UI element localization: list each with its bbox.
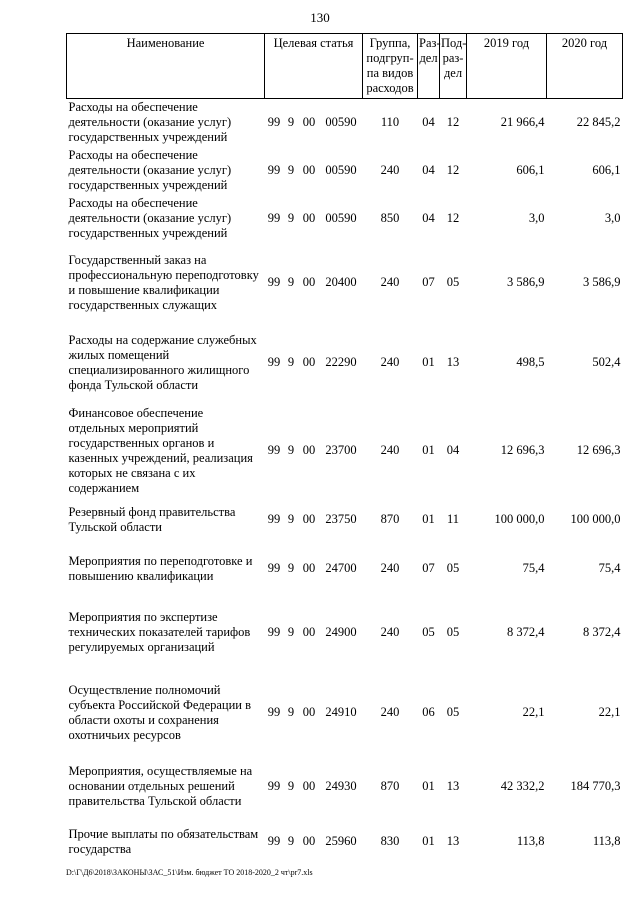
row-group: 240 (380, 163, 400, 177)
target-part-1: 99 (267, 834, 281, 848)
target-part-1: 99 (267, 355, 281, 369)
table-row (67, 323, 623, 403)
table-header-row (67, 34, 623, 99)
target-part-1: 99 (267, 275, 281, 289)
row-section: 01 (422, 512, 435, 526)
target-part-4: 20400 (325, 275, 357, 289)
header-section: Раз-дел (418, 34, 440, 99)
target-part-2: 9 (287, 355, 295, 369)
row-2020-value: 606,1 (592, 163, 621, 177)
target-part-2: 9 (287, 834, 295, 848)
row-name: Расходы на обеспечение деятельности (оказание услуг) государственных учреждений (68, 148, 232, 192)
file-path-footer: D:\Г\Д6\2018\ЗАКОНЫ\ЗАС_51\Изм. бюджет ТО 2018-2020_2 чт\pr7.xls (66, 868, 313, 877)
table-row (67, 147, 623, 195)
target-part-1: 99 (267, 779, 281, 793)
target-part-3: 00 (302, 275, 316, 289)
row-group: 870 (380, 512, 400, 526)
row-name: Мероприятия, осуществляемые на основании отдельных решений правительства Тульской области (68, 764, 253, 808)
row-name: Расходы на содержание служебных жилых помещений специализированного жилищного фонда Тульской области (68, 332, 257, 392)
row-name: Государственный заказ на профессиональную переподготовку и повышение квалификации государственных служащих (68, 252, 259, 312)
page-number: 130 (310, 10, 330, 25)
row-2019-value: 113,8 (516, 834, 545, 848)
header-2020: 2020 год (547, 34, 623, 99)
row-2020-value: 3,0 (604, 211, 621, 225)
target-part-2: 9 (287, 705, 295, 719)
row-2020-value: 184 770,3 (570, 779, 621, 793)
row-section: 04 (422, 115, 435, 130)
row-group: 240 (380, 443, 400, 457)
row-section: 07 (422, 275, 435, 289)
row-name: Мероприятия по экспертизе технических показателей тарифов регулируемых организаций (68, 610, 251, 654)
target-part-3: 00 (302, 355, 316, 369)
row-2020-value: 22 845,2 (576, 115, 621, 130)
row-subsection: 05 (446, 275, 460, 289)
row-2019-value: 21 966,4 (500, 115, 545, 130)
row-section: 07 (422, 561, 435, 575)
row-group: 240 (380, 275, 400, 289)
row-2019-value: 3,0 (528, 211, 545, 225)
target-part-3: 00 (302, 512, 316, 526)
row-group: 240 (380, 625, 400, 639)
header-name: Наименование (67, 34, 265, 99)
table-row (67, 99, 623, 147)
header-subsection: Под-раз-дел (440, 34, 467, 99)
row-2019-value: 498,5 (516, 355, 545, 369)
table-row (67, 499, 623, 541)
row-section: 01 (422, 779, 435, 793)
row-name: Резервный фонд правительства Тульской области (68, 504, 236, 534)
row-group: 870 (380, 779, 400, 793)
row-group: 240 (380, 705, 400, 719)
row-subsection: 12 (446, 115, 460, 130)
target-part-2: 9 (287, 779, 295, 793)
target-part-4: 24930 (325, 779, 357, 793)
row-2019-value: 100 000,0 (494, 512, 545, 526)
row-section: 04 (422, 211, 435, 225)
target-part-4: 25960 (325, 834, 357, 848)
target-part-3: 00 (302, 211, 316, 225)
row-subsection: 12 (446, 163, 460, 177)
target-part-1: 99 (267, 163, 281, 177)
row-group: 850 (380, 211, 400, 225)
row-2020-value: 22,1 (598, 705, 621, 719)
target-part-3: 00 (302, 115, 316, 130)
target-part-4: 00590 (325, 211, 357, 225)
row-subsection: 04 (446, 443, 460, 457)
table-row (67, 597, 623, 669)
row-2020-value: 502,4 (592, 355, 621, 369)
target-part-4: 24910 (325, 705, 357, 719)
row-subsection: 12 (446, 211, 460, 225)
row-group: 240 (380, 355, 400, 369)
row-group: 240 (380, 561, 400, 575)
row-section: 01 (422, 834, 435, 848)
target-part-4: 23750 (325, 512, 357, 526)
row-2019-value: 606,1 (516, 163, 545, 177)
row-2019-value: 22,1 (522, 705, 545, 719)
row-2019-value: 3 586,9 (507, 275, 545, 289)
target-part-2: 9 (287, 211, 295, 225)
table-row (67, 243, 623, 323)
row-name: Расходы на обеспечение деятельности (оказание услуг) государственных учреждений (68, 100, 232, 145)
target-part-2: 9 (287, 561, 295, 575)
row-group: 830 (380, 834, 400, 848)
row-name: Расходы на обеспечение деятельности (оказание услуг) государственных учреждений (68, 196, 232, 240)
row-2020-value: 100 000,0 (570, 512, 621, 526)
row-name: Осуществление полномочий субъекта Российской Федерации в области охоты и сохранения охотничьих ресурсов (68, 682, 252, 742)
header-group: Группа, подгруп-па видов расходов (363, 34, 418, 99)
row-2020-value: 8 372,4 (583, 625, 621, 639)
target-part-1: 99 (267, 115, 281, 130)
target-part-4: 23700 (325, 443, 357, 457)
budget-table (66, 33, 623, 867)
row-subsection: 13 (446, 834, 460, 848)
row-name: Прочие выплаты по обязательствам государства (68, 826, 259, 856)
header-2019: 2019 год (467, 34, 547, 99)
row-2019-value: 75,4 (522, 561, 545, 575)
row-section: 05 (422, 625, 435, 639)
row-2020-value: 3 586,9 (583, 275, 621, 289)
row-subsection: 13 (446, 779, 460, 793)
table-row (67, 669, 623, 757)
table-row (67, 195, 623, 243)
table-row (67, 403, 623, 499)
target-part-4: 24700 (325, 561, 357, 575)
target-part-4: 24900 (325, 625, 357, 639)
target-part-2: 9 (287, 443, 295, 457)
target-part-4: 00590 (325, 115, 357, 130)
row-group: 110 (380, 115, 400, 130)
row-2020-value: 75,4 (598, 561, 621, 575)
target-part-2: 9 (287, 115, 295, 130)
row-subsection: 05 (446, 705, 460, 719)
target-part-1: 99 (267, 512, 281, 526)
target-part-3: 00 (302, 779, 316, 793)
table-row (67, 541, 623, 597)
target-part-3: 00 (302, 625, 316, 639)
target-part-4: 00590 (325, 163, 357, 177)
target-part-3: 00 (302, 163, 316, 177)
row-name: Финансовое обеспечение отдельных мероприятий государственных органов и казенных учреждений, реализация которых не связана с их содержанием (68, 405, 253, 495)
target-part-1: 99 (267, 561, 281, 575)
row-subsection: 11 (446, 512, 460, 526)
target-part-3: 00 (302, 443, 316, 457)
target-part-2: 9 (287, 163, 295, 177)
row-subsection: 05 (446, 625, 460, 639)
target-part-3: 00 (302, 705, 316, 719)
row-section: 01 (422, 355, 435, 369)
target-part-1: 99 (267, 705, 281, 719)
target-part-1: 99 (267, 211, 281, 225)
row-name: Мероприятия по переподготовке и повышению квалификации (68, 553, 253, 583)
target-part-3: 00 (302, 834, 316, 848)
target-part-1: 99 (267, 443, 281, 457)
target-part-3: 00 (302, 561, 316, 575)
row-section: 04 (422, 163, 435, 177)
target-part-2: 9 (287, 512, 295, 526)
row-2019-value: 42 332,2 (500, 779, 545, 793)
row-subsection: 05 (446, 561, 460, 575)
row-2019-value: 12 696,3 (500, 443, 545, 457)
row-section: 06 (422, 705, 435, 719)
table-row (67, 817, 623, 867)
header-target: Целевая статья (265, 34, 363, 99)
table-row (67, 757, 623, 817)
row-section: 01 (422, 443, 435, 457)
row-2020-value: 12 696,3 (576, 443, 621, 457)
target-part-2: 9 (287, 625, 295, 639)
row-2019-value: 8 372,4 (507, 625, 545, 639)
target-part-1: 99 (267, 625, 281, 639)
target-part-4: 22290 (325, 355, 357, 369)
target-part-2: 9 (287, 275, 295, 289)
row-subsection: 13 (446, 355, 460, 369)
row-2020-value: 113,8 (592, 834, 621, 848)
